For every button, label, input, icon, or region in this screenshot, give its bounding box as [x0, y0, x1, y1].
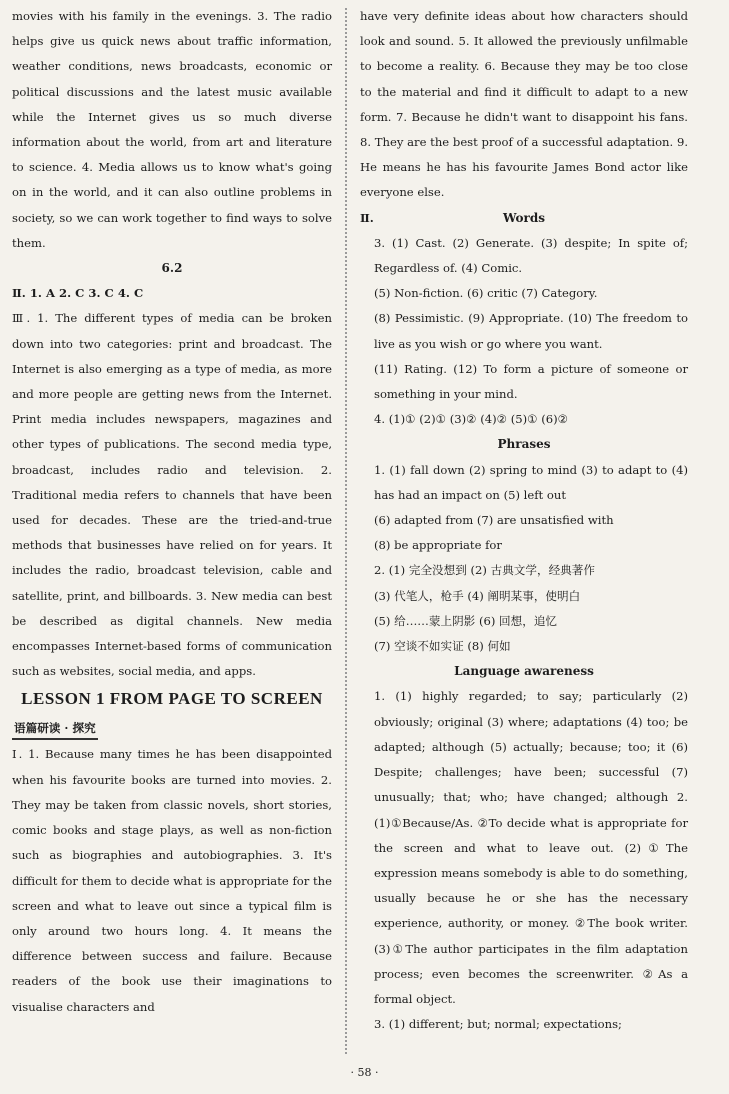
words-line: 4. (1)① (2)① (3)② (4)② (5)① (6)② — [374, 412, 569, 427]
words-heading: Words — [503, 210, 545, 225]
page-number: · 58 · — [350, 1066, 379, 1079]
answer-paragraph-i: Ⅰ. 1. Because many times he has been disappointed when his favourite books are turned into movies. 2. They may be taken from classic novels, short stories, comic books and stage plays, as well as non-fiction such as biographies and autobiographies. 3. It's difficult for them to decide what is appropriate for the screen and what to leave out since a typical film is only around two hours long. 4. It means the difference between success and failure. Because readers of the book use their imaginations to visualise characters and — [12, 747, 332, 1014]
right-column — [360, 4, 688, 1037]
phrases-line: 1. (1) fall down (2) spring to mind (3) to adapt to (4) has had an impact on (5) left out — [374, 462, 688, 502]
phrases-line: (3) 代笔人，枪手 (4) 阐明某事，使明白 — [374, 588, 581, 603]
phrases-heading: Phrases — [497, 437, 551, 452]
phrases-line: (7) 空谈不如实证 (8) 何如 — [374, 639, 511, 654]
column-divider — [345, 8, 351, 1054]
phrases-line: (8) be appropriate for — [374, 538, 502, 553]
intro-paragraph: movies with his family in the evenings. 3. The radio helps give us quick news about traffic information, weather conditions, news broadcasts, economic or political discussions and the latest music available while the Internet gives us so much diverse information about the world, from art and literature to science. 4. Media allows us to know what's going on in the world, and it can also outline problems in society, so we can work together to find ways to solve them. — [12, 9, 332, 250]
words-list — [360, 231, 688, 433]
words-line: (8) Pessimistic. (9) Appropriate. (10) The freedom to live as you wish or go where you want. — [374, 311, 688, 351]
left-column — [12, 4, 332, 1020]
language-awareness-block — [360, 684, 688, 1037]
lesson-title: LESSON 1 FROM PAGE TO SCREEN — [21, 689, 323, 709]
section-heading-6-2: 6.2 — [161, 261, 183, 276]
phrases-list — [360, 458, 688, 660]
phrases-line: (6) adapted from (7) are unsatisfied with — [374, 513, 614, 528]
language-awareness-heading: Language awareness — [454, 664, 594, 679]
phrases-line: (5) 给……蒙上阴影 (6) 回想，追忆 — [374, 613, 558, 628]
words-line: (5) Non-fiction. (6) critic (7) Category. — [374, 286, 598, 301]
answer-paragraph-iii: Ⅲ. 1. The different types of media can be broken down into two categories: print and broadcast. The Internet is also emerging as a type of media, as more and more people are getting news from the Internet. Print media includes newspapers, magazines and other types of publications. The second media type, broadcast, includes radio and television. 2. Traditional media refers to channels that have been used for decades. These are the tried-and-true methods that businesses have relied on for years. It includes the radio, broadcast television, cable and satellite, print, and billboards. 3. New media can best be described as digital channels. New media encompasses Internet-based forms of communication such as websites, social media, and apps. — [12, 311, 332, 679]
section-tag: 语篇研读 · 探究 — [12, 718, 98, 740]
roman-numeral-ii: Ⅱ. — [360, 210, 374, 225]
continued-paragraph: have very definite ideas about how characters should look and sound. 5. It allowed the previously unfilmable to become a reality. 6. Because they may be too close to the material and find it difficult to adapt to a new form. 7. Because he didn't want to disappoint his fans. 8. They are the best proof of a successful adaptation. 9. He means he has his favourite James Bond actor like everyone else. — [360, 9, 688, 200]
words-line: (11) Rating. (12) To form a picture of someone or something in your mind. — [374, 361, 688, 402]
last-line: 3. (1) different; but; normal; expectations; — [374, 1017, 622, 1032]
words-line: 3. (1) Cast. (2) Generate. (3) despite; In spite of; Regardless of. (4) Comic. — [374, 235, 688, 276]
language-awareness-paragraph: 1. (1) highly regarded; to say; particularly (2) obviously; original (3) where; adaptations (4) too; be adapted; although (5) actually; because; too; it (6) Despite; challenges; have been; successful (7) unusually; that; who; have changed; although 2. (1)①Because/As. ②To decide what is appropriate for the screen and what to leave out. (2)①The expression means somebody is able to do something, usually because he or she has the necessary experience, authority, or money. ②The book writer. (3)①The author participates in the film adaptation process; even becomes the screenwriter. ②As a formal object. — [374, 689, 688, 1006]
answer-line-ii: Ⅱ. 1. A 2. C 3. C 4. C — [12, 286, 144, 301]
phrases-line: 2. (1) 完全没想到 (2) 古典文学，经典著作 — [374, 563, 595, 578]
